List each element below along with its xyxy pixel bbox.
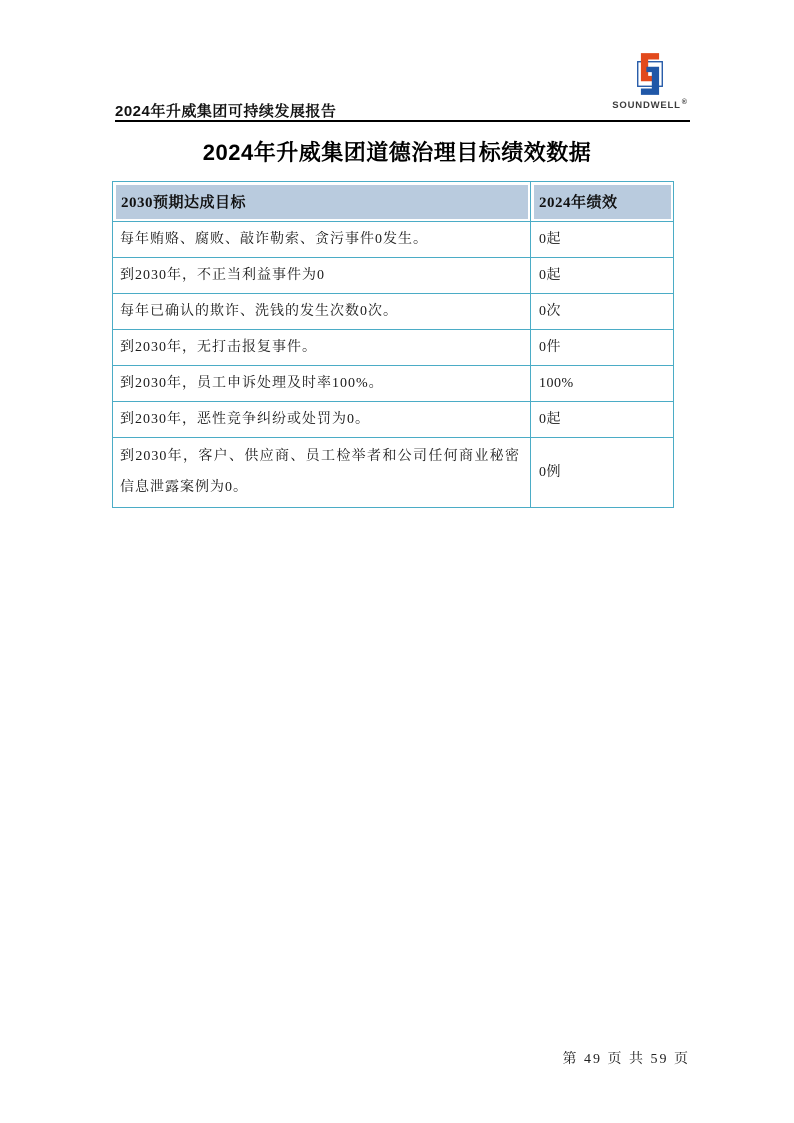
soundwell-logo-icon: [630, 50, 670, 98]
table-row: [113, 402, 674, 438]
column-header-performance-label: 2024年绩效: [539, 195, 618, 211]
goal-cell: 每年贿赂、腐败、敲诈勒索、贪污事件0发生。: [113, 222, 531, 258]
table-row: [113, 438, 674, 508]
performance-cell: 0起: [531, 222, 674, 258]
goal-cell: 到2030年，恶性竞争纠纷或处罚为0。: [113, 402, 531, 438]
table-row: [113, 366, 674, 402]
goal-cell: 到2030年，员工申诉处理及时率100%。: [113, 366, 531, 402]
performance-cell: 100%: [531, 366, 674, 402]
table-row: [113, 294, 674, 330]
soundwell-logo: [610, 50, 690, 111]
table-row: [113, 258, 674, 294]
performance-cell: 0起: [531, 402, 674, 438]
column-header-goal-label: 2030预期达成目标: [121, 195, 247, 211]
goal-cell: 到2030年，不正当利益事件为0: [113, 258, 531, 294]
performance-cell: 0起: [531, 258, 674, 294]
table-header-row: [113, 182, 674, 222]
column-header-goal: [113, 182, 531, 222]
registered-trademark-symbol: ®: [681, 99, 688, 106]
logo-wordmark: [610, 99, 690, 111]
performance-cell: 0例: [531, 438, 674, 508]
page-title: 2024年升威集团道德治理目标绩效数据: [202, 140, 592, 165]
header-divider-rule: [115, 120, 690, 122]
table-row: [113, 222, 674, 258]
logo-wordmark-text: SOUNDWELL: [612, 100, 681, 112]
page-number: 第 49 页 共 59 页: [562, 1052, 690, 1067]
column-header-performance: [531, 182, 674, 222]
performance-cell: 0件: [531, 330, 674, 366]
goal-cell: 到2030年，无打击报复事件。: [113, 330, 531, 366]
ethics-governance-performance-table: [112, 181, 674, 508]
report-header-title: 2024年升威集团可持续发展报告: [115, 103, 337, 120]
goal-cell: 每年已确认的欺诈、洗钱的发生次数0次。: [113, 294, 531, 330]
goal-cell: 到2030年，客户、供应商、员工检举者和公司任何商业秘密信息泄露案例为0。: [113, 438, 531, 508]
performance-cell: 0次: [531, 294, 674, 330]
table-row: [113, 330, 674, 366]
